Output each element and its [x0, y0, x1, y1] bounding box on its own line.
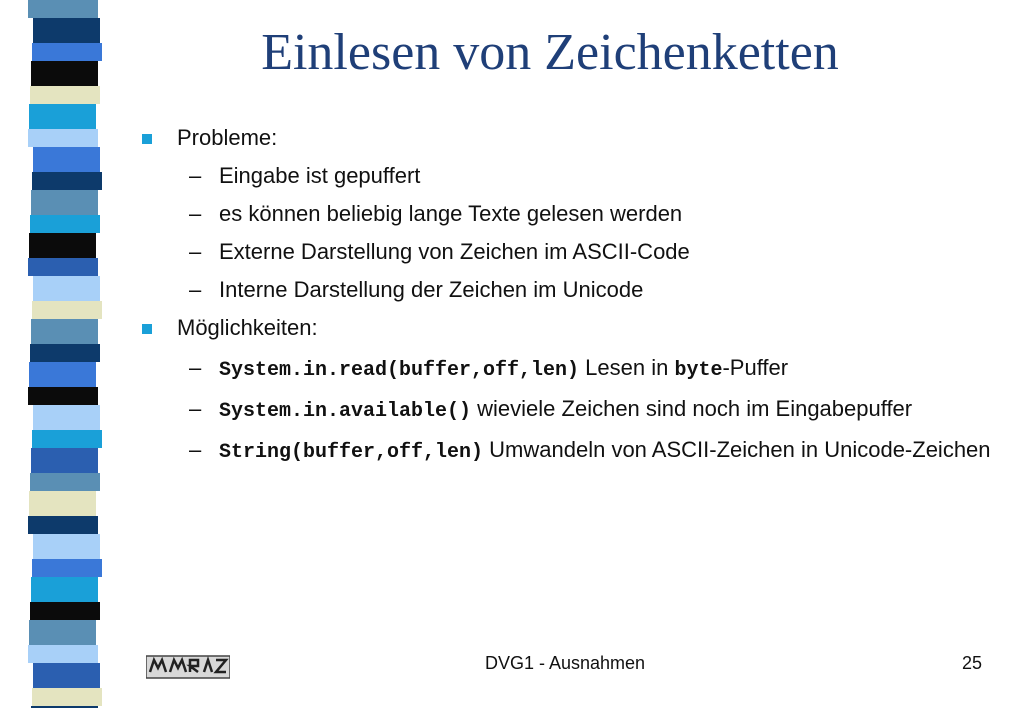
- stripe-segment: [30, 602, 100, 620]
- dash-marker: –: [189, 396, 202, 421]
- bullet-moeglichkeiten: [140, 315, 1000, 341]
- sub-bullet-text: Umwandeln von ASCII-Zeichen in Unicode-Zeichen: [483, 437, 991, 462]
- sub-bullet: [140, 277, 1000, 303]
- stripe-segment: [33, 18, 100, 43]
- slide-content: [140, 125, 1000, 476]
- stripe-segment: [30, 86, 100, 104]
- sub-bullet-text: wieviele Zeichen sind noch im Eingabepuffer: [471, 396, 913, 421]
- sub-bullet-text: es können beliebig lange Texte gelesen werden: [219, 201, 683, 226]
- stripe-segment: [29, 620, 96, 645]
- stripe-segment: [32, 430, 102, 448]
- bullet-probleme: [140, 125, 1000, 151]
- dash-marker: –: [189, 163, 202, 188]
- stripe-segment: [28, 516, 98, 534]
- stripe-segment: [31, 319, 98, 344]
- sub-bullet: [140, 201, 1000, 227]
- page-number: 25: [962, 653, 983, 673]
- code-snippet: String(buffer,off,len): [219, 441, 484, 464]
- stripe-segment: [30, 215, 100, 233]
- stripe-segment: [31, 190, 98, 215]
- footer-title: DVG1 - Ausnahmen: [484, 653, 646, 673]
- sub-bullet: [140, 394, 1000, 427]
- code-keyword: byte: [674, 359, 723, 382]
- sub-bullet: [140, 435, 1000, 468]
- square-bullet-icon: [142, 134, 152, 144]
- stripe-segment: [32, 172, 102, 190]
- stripe-segment: [32, 301, 102, 319]
- stripe-segment: [32, 43, 102, 61]
- bullet-label: Möglichkeiten:: [177, 315, 318, 340]
- stripe-segment: [33, 276, 100, 301]
- stripe-segment: [29, 104, 96, 129]
- dash-marker: –: [189, 201, 202, 226]
- code-snippet: System.in.available(): [219, 400, 472, 423]
- stripe-segment: [31, 61, 98, 86]
- stripe-segment: [29, 362, 96, 387]
- stripe-segment: [32, 688, 102, 706]
- dash-marker: –: [189, 239, 202, 264]
- sub-bullet: [140, 163, 1000, 189]
- dash-marker: –: [189, 277, 202, 302]
- stripe-segment: [33, 147, 100, 172]
- bullet-label: Probleme:: [177, 125, 278, 150]
- stripe-segment: [28, 387, 98, 405]
- stripe-segment: [30, 344, 100, 362]
- code-snippet: System.in.read(buffer,off,len): [219, 359, 580, 382]
- stripe-segment: [32, 559, 102, 577]
- sub-bullet: [140, 239, 1000, 265]
- stripe-segment: [29, 233, 96, 258]
- logo-icon: [146, 652, 230, 682]
- sub-bullet-text: -Puffer: [722, 355, 789, 380]
- square-bullet-icon: [142, 324, 152, 334]
- sub-bullet-text: Externe Darstellung von Zeichen im ASCII-Code: [219, 239, 690, 264]
- sub-bullet-text: Interne Darstellung der Zeichen im Unicode: [219, 277, 644, 302]
- slide-title: Einlesen von Zeichenketten: [261, 24, 839, 81]
- stripe-segment: [28, 645, 98, 663]
- dash-marker: –: [189, 437, 202, 462]
- stripe-segment: [28, 0, 98, 18]
- stripe-segment: [33, 405, 100, 430]
- stripe-segment: [30, 473, 100, 491]
- sub-bullet: [140, 353, 1000, 386]
- sub-bullet-text: Eingabe ist gepuffert: [219, 163, 421, 188]
- sub-bullet-text: Lesen in: [579, 355, 675, 380]
- stripe-segment: [29, 491, 96, 516]
- dash-marker: –: [189, 355, 202, 380]
- stripe-segment: [31, 577, 98, 602]
- stripe-segment: [33, 663, 100, 688]
- stripe-segment: [31, 448, 98, 473]
- stripe-segment: [28, 129, 98, 147]
- stripe-segment: [33, 534, 100, 559]
- decorative-stripe-bar: [0, 0, 118, 708]
- stripe-segment: [28, 258, 98, 276]
